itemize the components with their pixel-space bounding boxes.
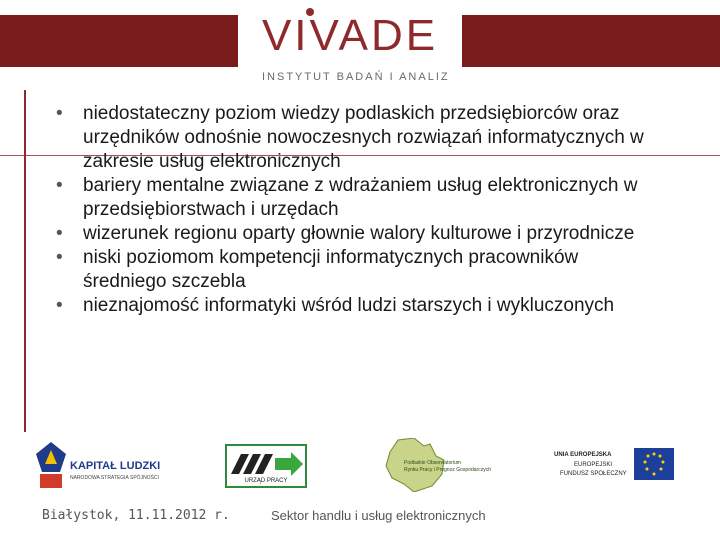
bullet-icon: • (56, 295, 63, 316)
bullet-item: • nieznajomość informatyki wśród ludzi starszych i wykluczonych (56, 295, 615, 316)
bullet-item: • niski poziomom kompetencji informatycznych pracowników średniego szczebla (56, 247, 579, 292)
logo-subtitle: INSTYTUT BADAŃ I ANALIZ (262, 71, 450, 83)
ue-line3: FUNDUSZ SPOŁECZNY (560, 471, 627, 477)
podlaskie-line1: Podlaskie Obserwatorium (404, 460, 461, 466)
ue-line1: UNIA EUROPEJSKA (554, 452, 612, 458)
eu-flag-icon (634, 448, 674, 480)
urzad-pracy-logo (225, 444, 307, 488)
kapital-ludzki-logo (36, 442, 176, 492)
bullet-item: • wizerunek regionu oparty głownie walory kulturowe i przyrodnicze (56, 223, 635, 244)
bullet-icon: • (56, 175, 63, 196)
vivade-logo (238, 0, 462, 67)
ue-efs-logo (544, 442, 678, 488)
urzad-label: URZĄD PRACY (244, 478, 288, 484)
kapital-subtitle: NARODOWA STRATEGIA SPÓJNOŚCI (70, 475, 159, 481)
partner-logos (0, 432, 720, 494)
kapital-title: KAPITAŁ LUDZKI (70, 460, 161, 472)
logo-text: VIVADE (261, 11, 439, 60)
bullet-icon: • (56, 223, 63, 244)
vertical-divider (24, 90, 26, 432)
podlaskie-line2: Rynku Pracy i Prognoz Gospodarczych (404, 467, 491, 473)
bullet-list (56, 102, 656, 318)
podlaskie-obserwatorium-logo (384, 438, 529, 492)
footer-title: Sektor handlu i usług elektronicznych (271, 508, 486, 523)
bullet-item: • bariery mentalne związane z wdrażaniem usług elektronicznych w przedsiębiorstwach i urzędach (56, 175, 638, 220)
kapital-star-icon (36, 442, 66, 490)
bullet-item: • niedostateczny poziom wiedzy podlaskich przedsiębiorców oraz urzędników odnośnie nowoczesnych rozwiązań informatycznych w zakresie usług elektronicznych (56, 103, 644, 172)
ue-line2: EUROPEJSKI (574, 462, 613, 468)
footer-date: Białystok, 11.11.2012 r. (42, 508, 230, 523)
bullet-icon: • (56, 247, 63, 268)
arrow-icon (227, 448, 305, 478)
bullet-icon: • (56, 103, 63, 124)
